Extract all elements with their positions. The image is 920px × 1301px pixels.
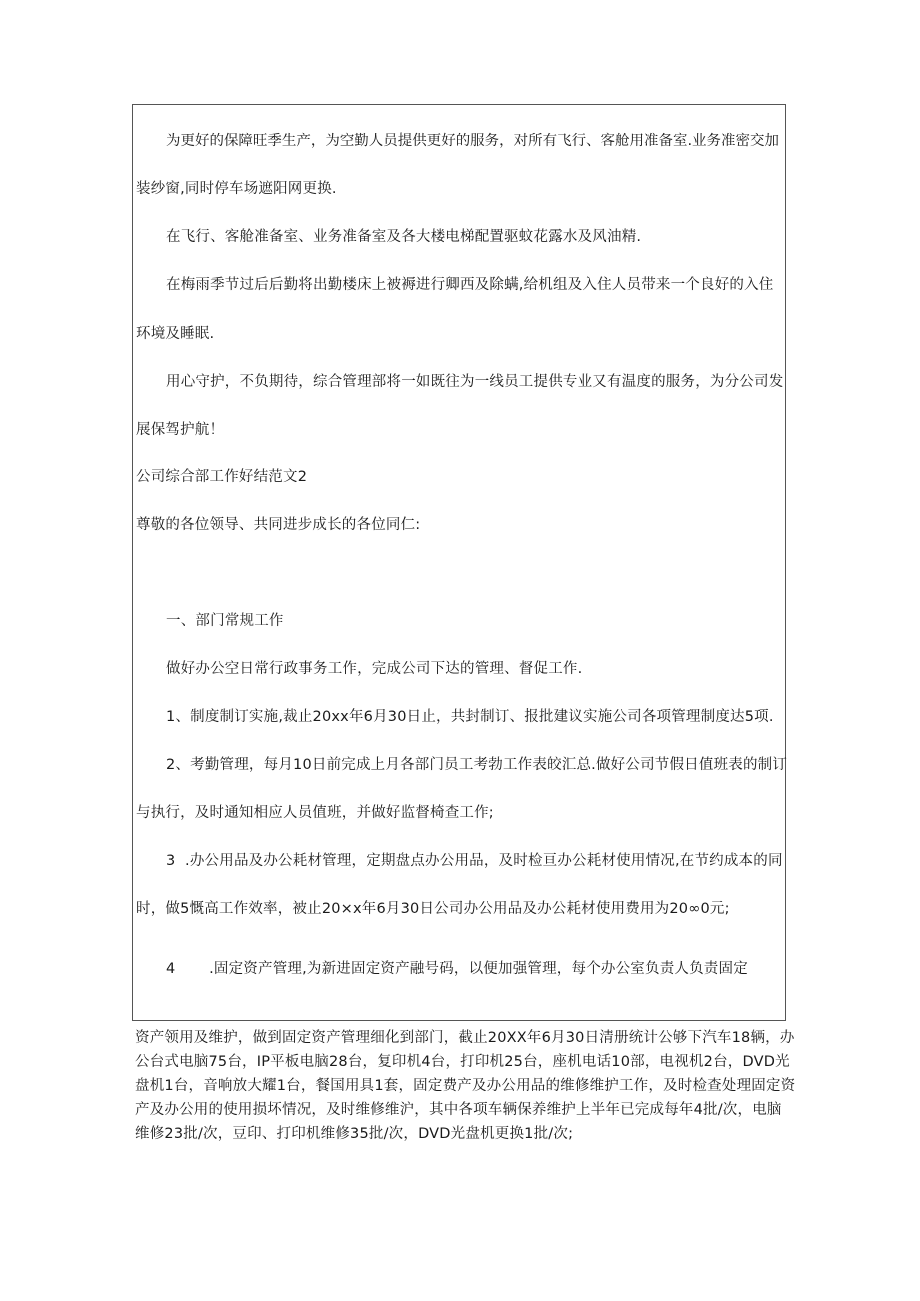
paragraph-line: 与执行，及时通知相应人员值班，并做好监督椅查工作;	[136, 805, 494, 821]
list-item: 3 .办公用品及办公耗材管理，定期盘点办公用品，及时检亘办公耗材使用情况,在节约成本的同	[166, 853, 783, 869]
salutation: 尊敬的各位领导、共同进步成长的各位同仁:	[136, 517, 421, 533]
section-title: 公司综合部工作好结范文2	[136, 469, 308, 485]
list-item: 2、考勤管理，每月10日前完成上月各部门员工考勃工作表皎汇总.做好公司节假日值班表的制订	[166, 757, 788, 773]
paragraph-line: 资产领用及维护，做到固定资产管理细化到部门，截止20XX年6月30日清册统计公够下汽车18辆，办	[135, 1030, 795, 1046]
section-heading: 一、部门常规工作	[166, 613, 284, 629]
paragraph-line: 用心守护，不负期待，综合管理部将一如既往为一线员工提供专业又有温度的服务，为分公司发	[166, 374, 784, 390]
continuation-paragraph	[135, 1026, 796, 1146]
paragraph-line: 时，做5慨高工作效率，被止20×x年6月30日公司办公用品及办公耗材使用费用为20∞0元;	[136, 901, 730, 917]
paragraph-line: 环境及睡眠.	[136, 326, 215, 342]
paragraph-line: 公台式电脑75台，IP平板电脑28台，复印机4台，打印机25台，座机电话10部，电视机2台，DVD光	[135, 1054, 790, 1070]
paragraph-line: 盘机1台，音响放大耀1台，餐国用具1套，固定费产及办公用品的维修维护工作，及时检查处理固定资	[135, 1078, 796, 1094]
paragraph-line: 产及办公用的使用损坏情况，及时维修维沪，其中各项车辆保养维护上半年已完成每年4批/次，电脑	[135, 1102, 782, 1118]
paragraph-line: 展保驾护航！	[136, 422, 225, 438]
paragraph-line: 做好办公空日常行政事务工作，完成公司下达的管理、督促工作.	[166, 661, 583, 677]
list-item: 1、制度制订实施,裁止20xx年6月30日止，共封制订、报批建议实施公司各项管理制度达5项.	[166, 709, 774, 725]
paragraph-line: 装纱窗,同时停车场遮阳网更换.	[136, 181, 337, 197]
paragraph-line: 在梅雨季节过后后勤将出勤楼床上被褥进行卿西及除螨,给机组及入住人员带来一个良好的入住	[166, 277, 774, 293]
list-item: 4 .固定资产管理,为新进固定资产融号码，以便加强管理，每个办公室负责人负责固定	[166, 961, 748, 977]
paragraph-line: 维修23批/次，豆印、打印机维修35批/次，DVD光盘机更换1批/次;	[135, 1126, 574, 1142]
paragraph-line: 在飞行、客舱准备室、业务准备室及各大楼电梯配置驱蚊花露水及风油精.	[166, 229, 642, 245]
paragraph-line: 为更好的保障旺季生产，为空勤人员提供更好的服务，对所有飞行、客舱用准备室.业务准密交加	[166, 133, 779, 149]
